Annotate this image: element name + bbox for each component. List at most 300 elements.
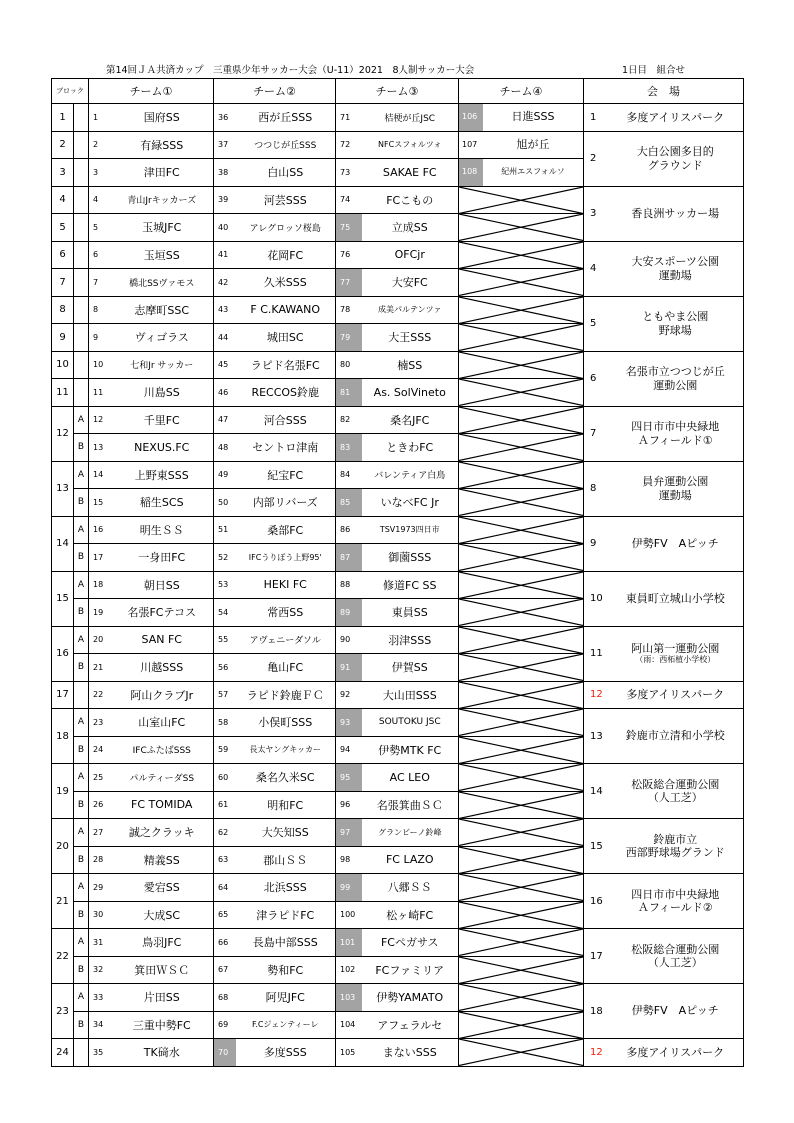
team-number: 63 <box>214 846 236 874</box>
team-name: 亀山FC <box>236 654 336 682</box>
venue-number: 1 <box>584 104 608 132</box>
team-number: 34 <box>89 1011 111 1039</box>
empty-slot-cross <box>459 819 584 847</box>
table-row <box>52 296 744 324</box>
team-number: 107 <box>462 139 478 149</box>
venue-name <box>608 104 744 132</box>
venue-number: 18 <box>584 984 608 1039</box>
team-name: ヴィゴラス <box>111 324 214 352</box>
team-number: 53 <box>214 571 236 599</box>
team-name: 羽津SSS <box>362 626 459 654</box>
team-name: TK𥔎水 <box>111 1039 214 1067</box>
venue-line: 香良洲サッカー場 <box>631 206 720 220</box>
team-number: 59 <box>214 736 236 764</box>
team-number: 33 <box>89 984 111 1012</box>
venue-line: 西部野球場グランド <box>625 846 725 859</box>
team-number: 5 <box>89 214 111 242</box>
empty-slot-cross <box>459 571 584 599</box>
venue-name <box>608 406 744 461</box>
sub-block: A <box>74 626 89 654</box>
venue-line: ともやま公園 <box>642 310 709 324</box>
block-number: 3 <box>52 159 74 187</box>
team-number: 1 <box>89 104 111 132</box>
empty-slot-cross <box>459 956 584 984</box>
team-number: 99 <box>336 874 362 902</box>
venue-number: 13 <box>584 709 608 764</box>
team-name: 川島SS <box>111 379 214 407</box>
team-name: 明和FC <box>236 791 336 819</box>
sub-block: B <box>74 791 89 819</box>
sub-block: A <box>74 874 89 902</box>
empty-slot-cross <box>459 186 584 214</box>
empty-slot-cross <box>459 1039 584 1067</box>
team-number: 80 <box>336 351 362 379</box>
team-number: 25 <box>89 764 111 792</box>
venue-line: 多度アイリスパーク <box>626 110 725 124</box>
team-number: 10 <box>89 351 111 379</box>
sub-block <box>74 681 89 709</box>
team-name: 東員SS <box>362 599 459 627</box>
team-name: ラピド鈴鹿ＦＣ <box>236 681 336 709</box>
team-name: 旭が丘 <box>516 137 550 151</box>
team-name: 鳥羽JFC <box>111 929 214 957</box>
table-row <box>52 626 744 654</box>
empty-slot-cross <box>459 901 584 929</box>
empty-slot-cross <box>459 846 584 874</box>
team-name: アレグロッソ桜島 <box>236 214 336 242</box>
team-name: As. SolVineto <box>362 379 459 407</box>
team-number: 27 <box>89 819 111 847</box>
team-number: 85 <box>336 489 362 517</box>
block-number: 2 <box>52 131 74 159</box>
venue-number: 7 <box>584 406 608 461</box>
col-team3: チーム③ <box>336 79 459 104</box>
venue-line: 伊勢FV Aピッチ <box>631 536 719 550</box>
venue-number: 6 <box>584 351 608 406</box>
team-name: バレンティア白鳥 <box>362 461 459 489</box>
team-name: まないSSS <box>362 1039 459 1067</box>
venue-number: 3 <box>584 186 608 241</box>
team-name: 修道FC SS <box>362 571 459 599</box>
empty-slot-cross <box>459 791 584 819</box>
team-name: RECCOS鈴鹿 <box>236 379 336 407</box>
venue-line: 四日市市中央緑地 <box>631 420 720 434</box>
empty-slot-cross <box>459 544 584 572</box>
team-number: 17 <box>89 544 111 572</box>
block-number: 21 <box>52 874 74 929</box>
venue-number: 11 <box>584 626 608 681</box>
empty-slot-cross <box>459 654 584 682</box>
team-number: 90 <box>336 626 362 654</box>
sub-block: B <box>74 654 89 682</box>
team-name: 大安FC <box>362 269 459 297</box>
block-number: 1 <box>52 104 74 132</box>
team-number: 64 <box>214 874 236 902</box>
team-name: 川越SSS <box>111 654 214 682</box>
col-team1: チーム① <box>89 79 214 104</box>
team-name: 西が丘SSS <box>236 104 336 132</box>
team-name: 紀州エスフォルソ <box>501 167 565 176</box>
team-number: 54 <box>214 599 236 627</box>
team-number: 95 <box>336 764 362 792</box>
empty-slot-cross <box>459 296 584 324</box>
team-number: 103 <box>336 984 362 1012</box>
team-number: 44 <box>214 324 236 352</box>
team-name: 玉城JFC <box>111 214 214 242</box>
team-name: 松ヶ崎FC <box>362 901 459 929</box>
venue-name <box>608 131 744 186</box>
team-number: 6 <box>89 241 111 269</box>
team-name: 花岡FC <box>236 241 336 269</box>
block-number: 18 <box>52 709 74 764</box>
team-name: 大成SC <box>111 901 214 929</box>
team-name: 朝日SS <box>111 571 214 599</box>
team-number: 93 <box>336 709 362 737</box>
block-number: 10 <box>52 351 74 379</box>
team-name: 桑名久米SC <box>236 764 336 792</box>
team-name: 内部リバーズ <box>236 489 336 517</box>
team-number: 29 <box>89 874 111 902</box>
team-name: SAN FC <box>111 626 214 654</box>
team-number: 12 <box>89 406 111 434</box>
venue-line: 鈴鹿市立 <box>653 832 698 846</box>
table-row <box>52 984 744 1012</box>
team-name: 志摩町SSC <box>111 296 214 324</box>
venue-line: 四日市市中央緑地 <box>631 887 720 901</box>
team-name: 片田SS <box>111 984 214 1012</box>
block-number: 11 <box>52 379 74 407</box>
team-number: 56 <box>214 654 236 682</box>
table-row <box>52 571 744 599</box>
team-name: 勢和FC <box>236 956 336 984</box>
venue-line: 多度アイリスパーク <box>626 688 725 702</box>
team-name: 上野東SSS <box>111 461 214 489</box>
team-name: 八郷ＳＳ <box>362 874 459 902</box>
team-name: SAKAE FC <box>362 159 459 187</box>
empty-slot-cross <box>459 269 584 297</box>
sub-block <box>74 324 89 352</box>
team-name: 桔梗が丘JSC <box>362 104 459 132</box>
venue-number: 12 <box>584 1039 608 1067</box>
team-name: 久米SSS <box>236 269 336 297</box>
sub-block <box>74 351 89 379</box>
team-name: 大矢知SS <box>236 819 336 847</box>
team-name: IFCふたばSSS <box>111 736 214 764</box>
table-row <box>52 1039 744 1067</box>
venue-number: 17 <box>584 929 608 984</box>
table-row <box>52 709 744 737</box>
team-name: FCペガサス <box>362 929 459 957</box>
team-number: 41 <box>214 241 236 269</box>
venue-line: 松阪総合運動公園 <box>631 777 720 791</box>
sub-block: A <box>74 516 89 544</box>
team-number: 86 <box>336 516 362 544</box>
venue-number: 8 <box>584 461 608 516</box>
team-number: 36 <box>214 104 236 132</box>
team-name: 明生ＳＳ <box>111 516 214 544</box>
block-number: 20 <box>52 819 74 874</box>
team-name: 橋北SSヴァモス <box>111 269 214 297</box>
venue-line: 運動場 <box>658 268 692 282</box>
sub-block <box>74 159 89 187</box>
team-name: 紀宝FC <box>236 461 336 489</box>
team-name: 七和Jr サッカー <box>111 351 214 379</box>
team-number: 94 <box>336 736 362 764</box>
team-number: 42 <box>214 269 236 297</box>
team-number: 81 <box>336 379 362 407</box>
team-name: 一身田FC <box>111 544 214 572</box>
team-name: 阿児JFC <box>236 984 336 1012</box>
sub-block <box>74 296 89 324</box>
team-number: 83 <box>336 434 362 462</box>
venue-name <box>608 874 744 929</box>
team-name: アフェラルセ <box>362 1011 459 1039</box>
venue-line: （人工芝） <box>647 956 703 969</box>
venue-line: 大安スポーツ公園 <box>631 255 720 269</box>
sub-block <box>74 186 89 214</box>
team-name: 国府SS <box>111 104 214 132</box>
team-name: 北浜SSS <box>236 874 336 902</box>
team-name: FC TOMIDA <box>111 791 214 819</box>
sub-block: B <box>74 901 89 929</box>
venue-name <box>608 296 744 351</box>
venue-line: 運動公園 <box>653 378 698 392</box>
team-number: 75 <box>336 214 362 242</box>
header-row <box>52 79 744 104</box>
venue-line: 野球場 <box>658 323 692 337</box>
venue-line: 多度アイリスパーク <box>626 1045 725 1059</box>
venue-name <box>608 681 744 709</box>
venue-name <box>608 626 744 681</box>
team-name: SOUTOKU JSC <box>362 709 459 737</box>
team-name: 精義SS <box>111 846 214 874</box>
block-number: 4 <box>52 186 74 214</box>
team-name: 津ラピドFC <box>236 901 336 929</box>
team-number: 66 <box>214 929 236 957</box>
tournament-title: 第14回ＪＡ共済カップ 三重県少年サッカー大会（U-11）2021 8人制サッカー大会 <box>106 65 475 76</box>
team-name: 成美パルテンツァ <box>362 296 459 324</box>
team-number: 19 <box>89 599 111 627</box>
col-team4: チーム④ <box>459 79 584 104</box>
venue-line: （人工芝） <box>647 791 703 804</box>
team-number: 108 <box>459 159 483 186</box>
team-number: 35 <box>89 1039 111 1067</box>
empty-slot-cross <box>459 461 584 489</box>
venue-line: 運動場 <box>658 488 692 502</box>
sub-block <box>74 104 89 132</box>
team-name: 河芸SSS <box>236 186 336 214</box>
team-name: 御薗SSS <box>362 544 459 572</box>
empty-slot-cross <box>459 764 584 792</box>
empty-slot-cross <box>459 351 584 379</box>
sub-block <box>74 214 89 242</box>
team-name: FCファミリア <box>362 956 459 984</box>
team-name: 伊賀SS <box>362 654 459 682</box>
team-number: 8 <box>89 296 111 324</box>
empty-slot-cross <box>459 929 584 957</box>
team-name: 千里FC <box>111 406 214 434</box>
block-number: 5 <box>52 214 74 242</box>
venue-line: グラウンド <box>647 158 703 172</box>
venue-line: 松阪総合運動公園 <box>631 942 720 956</box>
team-number: 24 <box>89 736 111 764</box>
team-name: 愛宕SS <box>111 874 214 902</box>
team-name: AC LEO <box>362 764 459 792</box>
team-name: 河合SSS <box>236 406 336 434</box>
table-row <box>52 819 744 847</box>
team-name: 三重中勢FC <box>111 1011 214 1039</box>
sub-block <box>74 131 89 159</box>
team-name: パルティーダSS <box>111 764 214 792</box>
venue-number: 10 <box>584 571 608 626</box>
venue-line: 鈴鹿市立清和小学校 <box>625 729 725 743</box>
empty-slot-cross <box>459 489 584 517</box>
team-name: 山室山FC <box>111 709 214 737</box>
empty-slot-cross <box>459 406 584 434</box>
team-name: 誠之クラッキ <box>111 819 214 847</box>
block-number: 9 <box>52 324 74 352</box>
team-number: 106 <box>459 104 483 131</box>
venue-line: 伊勢FV Aピッチ <box>631 1004 719 1018</box>
team-number: 26 <box>89 791 111 819</box>
team-name: 稲生SCS <box>111 489 214 517</box>
empty-slot-cross <box>459 214 584 242</box>
venue-name <box>608 929 744 984</box>
team4-cell <box>459 131 584 159</box>
team-name: 立成SS <box>362 214 459 242</box>
table-row <box>52 461 744 489</box>
team-number: 20 <box>89 626 111 654</box>
team-number: 104 <box>336 1011 362 1039</box>
team-number: 70 <box>214 1039 236 1067</box>
team-number: 84 <box>336 461 362 489</box>
team-number: 71 <box>336 104 362 132</box>
team-number: 62 <box>214 819 236 847</box>
team-number: 49 <box>214 461 236 489</box>
venue-name <box>608 984 744 1039</box>
team-number: 52 <box>214 544 236 572</box>
table-row <box>52 764 744 792</box>
venue-line: 員弁運動公園 <box>642 475 709 489</box>
team-number: 11 <box>89 379 111 407</box>
team-number: 60 <box>214 764 236 792</box>
team-number: 32 <box>89 956 111 984</box>
team-number: 43 <box>214 296 236 324</box>
team-name: IFCうりぼう上野95' <box>236 544 336 572</box>
team-number: 2 <box>89 131 111 159</box>
sub-block: A <box>74 461 89 489</box>
block-number: 19 <box>52 764 74 819</box>
team-number: 38 <box>214 159 236 187</box>
team-number: 21 <box>89 654 111 682</box>
block-number: 14 <box>52 516 74 571</box>
sub-block <box>74 379 89 407</box>
empty-slot-cross <box>459 681 584 709</box>
empty-slot-cross <box>459 874 584 902</box>
team-number: 46 <box>214 379 236 407</box>
team-number: 77 <box>336 269 362 297</box>
team-number: 105 <box>336 1039 362 1067</box>
empty-slot-cross <box>459 984 584 1012</box>
team-number: 4 <box>89 186 111 214</box>
team-number: 9 <box>89 324 111 352</box>
sub-block: B <box>74 846 89 874</box>
team-number: 23 <box>89 709 111 737</box>
team-name: 玉垣SS <box>111 241 214 269</box>
venue-number: 5 <box>584 296 608 351</box>
team-name: 伊勢MTK FC <box>362 736 459 764</box>
sub-block: A <box>74 406 89 434</box>
team-number: 82 <box>336 406 362 434</box>
venue-name <box>608 709 744 764</box>
team-name: FC LAZO <box>362 846 459 874</box>
team-name: アヴェニーダソル <box>236 626 336 654</box>
team-number: 101 <box>336 929 362 957</box>
block-number: 17 <box>52 681 74 709</box>
table-row <box>52 104 744 132</box>
team-name: つつじが丘SSS <box>236 131 336 159</box>
team-name: 長島中部SSS <box>236 929 336 957</box>
day-label: 1日目 組合せ <box>622 65 686 76</box>
team-number: 39 <box>214 186 236 214</box>
team-name: ラピド名張FC <box>236 351 336 379</box>
team-name: 津田FC <box>111 159 214 187</box>
team-number: 47 <box>214 406 236 434</box>
team-number: 28 <box>89 846 111 874</box>
team-name: 青山Jrキッカーズ <box>111 186 214 214</box>
block-number: 7 <box>52 269 74 297</box>
block-number: 23 <box>52 984 74 1039</box>
sub-block <box>74 241 89 269</box>
team-number: 7 <box>89 269 111 297</box>
sub-block: A <box>74 764 89 792</box>
team-name: NEXUS.FC <box>111 434 214 462</box>
team-number: 45 <box>214 351 236 379</box>
sub-block: B <box>74 489 89 517</box>
team-number: 31 <box>89 929 111 957</box>
venue-name <box>608 764 744 819</box>
team4-cell <box>459 159 584 187</box>
team-name: 日進SSS <box>511 110 555 123</box>
table-row <box>52 186 744 214</box>
sub-block: B <box>74 1011 89 1039</box>
venue-line: 大白公園多目的 <box>636 145 714 159</box>
block-number: 24 <box>52 1039 74 1067</box>
team-name: 有緑SSS <box>111 131 214 159</box>
team-number: 102 <box>336 956 362 984</box>
col-team2: チーム② <box>214 79 336 104</box>
team-number: 100 <box>336 901 362 929</box>
block-number: 15 <box>52 571 74 626</box>
sub-block: B <box>74 736 89 764</box>
bracket-table <box>51 78 744 1067</box>
team-number: 57 <box>214 681 236 709</box>
venue-number: 9 <box>584 516 608 571</box>
venue-line: Ａフィールド① <box>637 433 713 447</box>
team-name: 阿山クラブJr <box>111 681 214 709</box>
empty-slot-cross <box>459 626 584 654</box>
empty-slot-cross <box>459 434 584 462</box>
table-row <box>52 406 744 434</box>
venue-line: （雨：西柘植小学校） <box>635 655 716 665</box>
team-name: 白山SS <box>236 159 336 187</box>
team-number: 73 <box>336 159 362 187</box>
team-name: 小俣町SSS <box>236 709 336 737</box>
team-number: 48 <box>214 434 236 462</box>
table-row <box>52 874 744 902</box>
team-number: 40 <box>214 214 236 242</box>
empty-slot-cross <box>459 1011 584 1039</box>
